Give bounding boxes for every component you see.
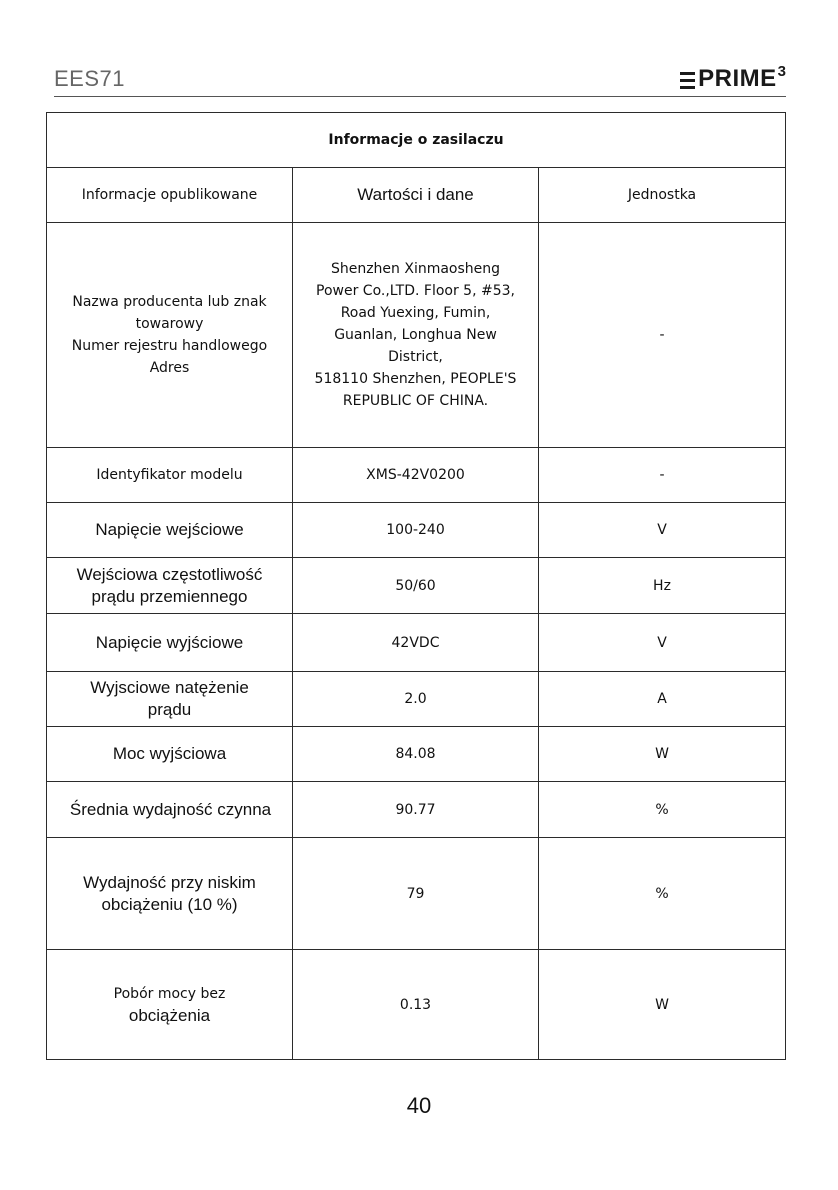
row-value: 79 xyxy=(293,838,539,950)
table-row xyxy=(47,558,786,614)
row-unit: % xyxy=(539,782,786,838)
table-row xyxy=(47,782,786,838)
row-value: 84.08 xyxy=(293,727,539,782)
row-label: Moc wyjściowa xyxy=(47,727,293,782)
power-supply-table xyxy=(46,112,786,1060)
table-row xyxy=(47,614,786,672)
table-row xyxy=(47,503,786,558)
table-row xyxy=(47,672,786,727)
row-label-line: Pobór mocy bez xyxy=(113,985,226,1002)
model-name: EES71 xyxy=(54,66,125,91)
row-unit: - xyxy=(539,448,786,503)
row-label: Średnia wydajność czynna xyxy=(47,782,293,838)
row-unit: - xyxy=(539,223,786,448)
row-unit: V xyxy=(539,614,786,672)
brand-superscript: 3 xyxy=(777,63,786,80)
row-unit: W xyxy=(539,727,786,782)
row-label: Wyjsciowe natężenie prądu xyxy=(47,672,293,727)
column-header: Informacje opublikowane xyxy=(47,168,293,223)
row-value: XMS-42V0200 xyxy=(293,448,539,503)
table-title-row xyxy=(47,113,786,168)
row-value: 0.13 xyxy=(293,950,539,1060)
brand-logo xyxy=(680,64,786,92)
table-row xyxy=(47,223,786,448)
column-header: Jednostka xyxy=(539,168,786,223)
table-row xyxy=(47,448,786,503)
row-unit: W xyxy=(539,950,786,1060)
row-unit: Hz xyxy=(539,558,786,614)
table-title: Informacje o zasilaczu xyxy=(47,113,786,168)
row-value: Shenzhen Xinmaosheng Power Co.,LTD. Floor 5, #53, Road Yuexing, Fumin, Guanlan, Longhua New District, 518110 Shenzhen, PEOPLE'S REPUBLIC OF CHINA. xyxy=(293,223,539,448)
row-label-line: obciążenia xyxy=(128,1005,211,1025)
row-label: Wejściowa częstotliwość prądu przemiennego xyxy=(47,558,293,614)
row-unit: V xyxy=(539,503,786,558)
brand-lines-icon xyxy=(680,72,695,89)
row-label: Wydajność przy niskim obciążeniu (10 %) xyxy=(47,838,293,950)
row-value: 42VDC xyxy=(293,614,539,672)
row-value: 100-240 xyxy=(293,503,539,558)
row-value: 50/60 xyxy=(293,558,539,614)
row-label: Identyfikator modelu xyxy=(47,448,293,503)
brand-text: PRIME xyxy=(698,65,777,92)
column-header: Wartości i dane xyxy=(293,168,539,223)
row-unit: A xyxy=(539,672,786,727)
row-label: Napięcie wejściowe xyxy=(47,503,293,558)
row-label: Nazwa producenta lub znak towarowy Numer rejestru handlowego Adres xyxy=(47,223,293,448)
table-header-row xyxy=(47,168,786,223)
page-header xyxy=(54,62,786,97)
row-label: Napięcie wyjściowe xyxy=(47,614,293,672)
row-unit: % xyxy=(539,838,786,950)
row-value: 2.0 xyxy=(293,672,539,727)
row-label xyxy=(47,950,293,1060)
table-row xyxy=(47,727,786,782)
row-value: 90.77 xyxy=(293,782,539,838)
table-row xyxy=(47,950,786,1060)
page-number: 40 xyxy=(406,1093,432,1118)
table-row xyxy=(47,838,786,950)
